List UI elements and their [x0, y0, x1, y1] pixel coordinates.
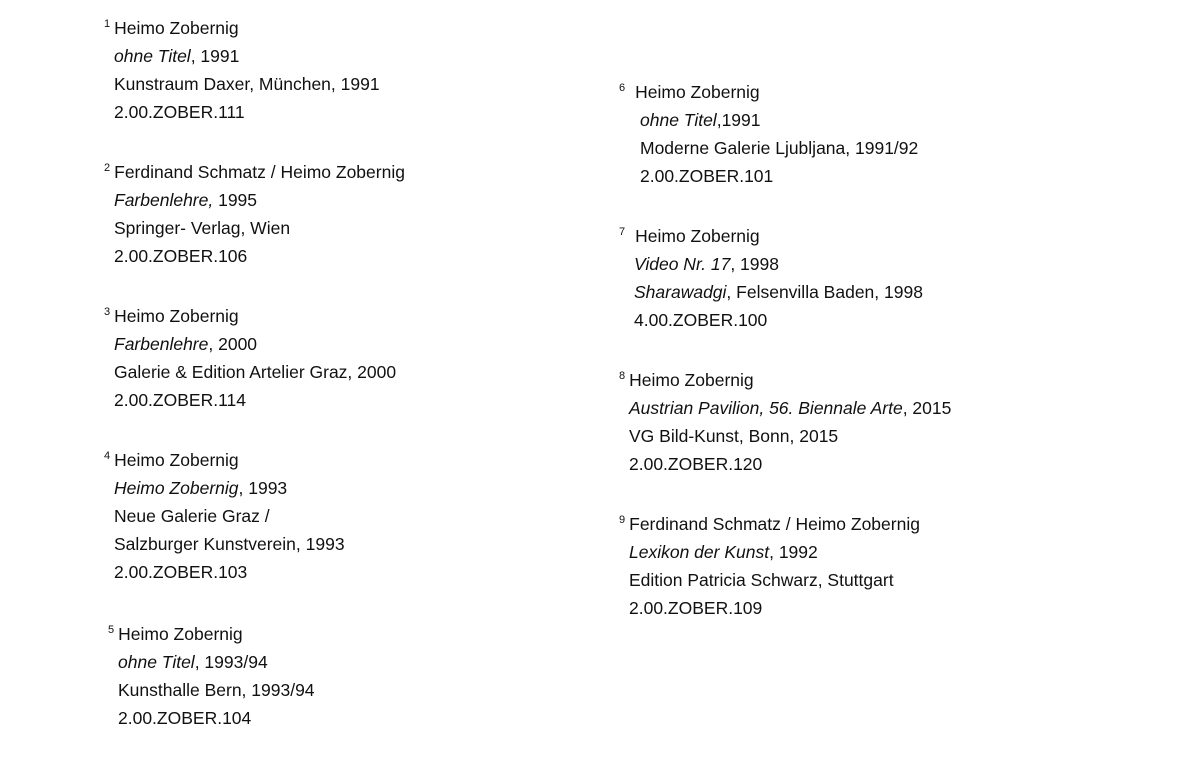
artist-name: Ferdinand Schmatz / Heimo Zobernig: [629, 514, 920, 534]
work-year: , 1992: [769, 542, 818, 562]
artist-name: Heimo Zobernig: [635, 82, 760, 102]
work-title: Farbenlehre: [114, 334, 209, 354]
inventory-code: 2.00.ZOBER.111: [114, 102, 245, 122]
work-title-line: [104, 186, 405, 214]
artist-name: Ferdinand Schmatz / Heimo Zobernig: [114, 162, 405, 182]
catalog-entry: [104, 446, 345, 586]
venue-title: Sharawadgi: [634, 282, 727, 302]
catalog-entry: [619, 78, 918, 190]
work-title: Video Nr. 17: [634, 254, 731, 274]
entry-heading: [619, 366, 951, 394]
work-year: 1995: [213, 190, 258, 210]
entry-heading: [108, 620, 315, 648]
work-year: ,1991: [716, 110, 761, 130]
catalog-entry: [619, 510, 920, 622]
work-title-line: [104, 42, 380, 70]
footnote-number: 9: [619, 514, 626, 526]
work-title-line: [104, 330, 396, 358]
venue-line: Galerie & Edition Artelier Graz, 2000: [114, 362, 397, 382]
entry-heading: [104, 14, 380, 42]
artist-name: Heimo Zobernig: [114, 306, 239, 326]
entry-heading: [619, 78, 918, 106]
artist-name: Heimo Zobernig: [114, 18, 239, 38]
footnote-number: 5: [108, 624, 115, 636]
work-title: ohne Titel: [114, 46, 191, 66]
entry-heading: [104, 446, 345, 474]
footnote-number: 6: [619, 82, 626, 94]
work-year: , 2000: [208, 334, 258, 354]
inventory-code: 2.00.ZOBER.101: [640, 166, 774, 186]
inventory-code: 4.00.ZOBER.100: [634, 310, 768, 330]
catalog-entry: [104, 14, 380, 126]
footnote-number: 1: [104, 18, 111, 30]
footnote-number: 2: [104, 162, 111, 174]
work-year: , 1993/94: [194, 652, 268, 672]
catalog-entry: [619, 366, 951, 478]
work-title-line: [619, 250, 923, 278]
venue-line: VG Bild-Kunst, Bonn, 2015: [629, 426, 839, 446]
artist-name: Heimo Zobernig: [114, 450, 239, 470]
work-year: , 1998: [730, 254, 779, 274]
work-title-line: [104, 474, 345, 502]
venue-line: Kunstraum Daxer, München, 1991: [114, 74, 380, 94]
entry-heading: [104, 302, 396, 330]
work-title-line: [619, 106, 918, 134]
footnote-number: 4: [104, 450, 111, 462]
venue-details: , Felsenvilla Baden, 1998: [726, 282, 923, 302]
work-title: ohne Titel: [118, 652, 195, 672]
entry-heading: [619, 222, 923, 250]
venue-line: [619, 278, 923, 306]
venue-line: Springer- Verlag, Wien: [114, 218, 291, 238]
inventory-code: 2.00.ZOBER.114: [114, 390, 246, 410]
entry-heading: [104, 158, 405, 186]
catalog-entry: [104, 158, 405, 270]
work-title: Farbenlehre,: [114, 190, 214, 210]
work-title: Austrian Pavilion, 56. Biennale Arte: [629, 398, 903, 418]
venue-line: Edition Patricia Schwarz, Stuttgart: [629, 570, 894, 590]
work-title: Heimo Zobernig: [114, 478, 239, 498]
catalog-entry: [619, 222, 923, 334]
work-title-line: [108, 648, 315, 676]
inventory-code: 2.00.ZOBER.104: [118, 708, 252, 728]
venue-line: Salzburger Kunstverein, 1993: [114, 534, 345, 554]
venue-line: Kunsthalle Bern, 1993/94: [118, 680, 315, 700]
catalog-entry: [108, 620, 315, 732]
venue-line: Neue Galerie Graz /: [114, 506, 270, 526]
artist-name: Heimo Zobernig: [635, 226, 760, 246]
entry-heading: [619, 510, 920, 538]
venue-line: Moderne Galerie Ljubljana, 1991/92: [640, 138, 919, 158]
artist-name: Heimo Zobernig: [629, 370, 754, 390]
work-title-line: [619, 538, 920, 566]
work-year: , 1991: [190, 46, 240, 66]
work-title-line: [619, 394, 951, 422]
inventory-code: 2.00.ZOBER.106: [114, 246, 248, 266]
inventory-code: 2.00.ZOBER.120: [629, 454, 763, 474]
artist-name: Heimo Zobernig: [118, 624, 243, 644]
work-year: , 1993: [238, 478, 288, 498]
work-title: ohne Titel: [640, 110, 717, 130]
inventory-code: 2.00.ZOBER.109: [629, 598, 763, 618]
footnote-number: 8: [619, 370, 626, 382]
work-title: Lexikon der Kunst: [629, 542, 770, 562]
footnote-number: 3: [104, 306, 111, 318]
footnote-number: 7: [619, 226, 626, 238]
inventory-code: 2.00.ZOBER.103: [114, 562, 248, 582]
work-year: , 2015: [902, 398, 952, 418]
catalog-entry: [104, 302, 396, 414]
